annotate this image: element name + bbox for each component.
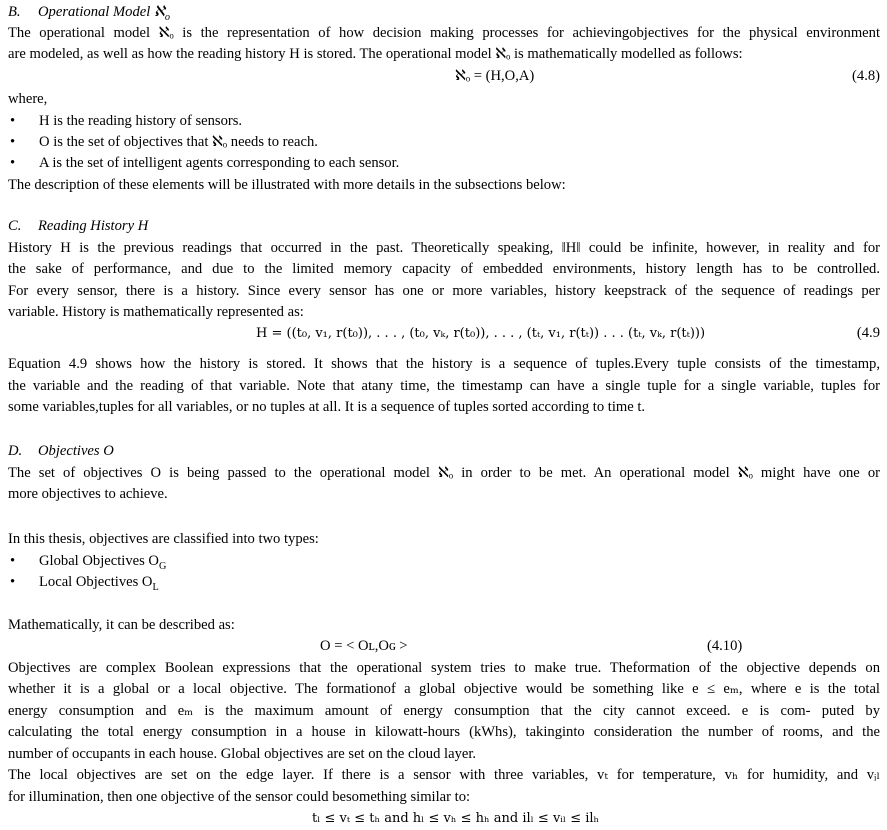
list-item-text: A is the set of intelligent agents corresponding to each sensor. bbox=[39, 155, 400, 171]
section-c-paragraph-line: variable. History is mathematically represented as: bbox=[8, 304, 304, 320]
section-c-heading bbox=[8, 216, 880, 237]
equation-number-4-8: (4.8) bbox=[852, 68, 880, 84]
bullet-icon: • bbox=[10, 134, 16, 150]
section-c-paragraph-line: the variable and the reading of that variable. Note that atany time, the timestamp can have a single tuple for a single variable, tuples for bbox=[8, 378, 880, 394]
bullet-icon: • bbox=[10, 113, 16, 129]
section-c-paragraph-line: the sake of performance, and due to the limited memory capacity of embedded environments, history length has to be controlled. bbox=[8, 261, 880, 277]
local-objective-expression: tₗ ≤ vₜ ≤ tₕ and hₗ ≤ vₕ ≤ hₕ and ilₗ ≤ vᵢₗ ≤ ilₕ bbox=[312, 811, 600, 826]
equation-4-9: H = ((t₀, v₁, r(t₀)), . . . , (t₀, vₖ, r(t₀)), . . . , (tₜ, v₁, r(tₜ)) . . . (tₜ, vₖ, r(tₜ))) bbox=[256, 326, 706, 341]
list-item-text: Local Objectives O bbox=[39, 574, 153, 590]
section-d-paragraph-line: Objectives are complex Boolean expressions that the operational system tries to make true. Theformation of the objective depends on bbox=[8, 660, 880, 676]
bullet-icon: • bbox=[10, 574, 16, 590]
section-c-title: Reading History H bbox=[38, 218, 149, 234]
section-b-paragraph-line: are modeled, as well as how the reading history H is stored. The operational model ℵₒ is mathematically modelled as follows: bbox=[8, 46, 743, 62]
list-item-text: H is the reading history of sensors. bbox=[39, 113, 243, 129]
equation-4-8: ℵₒ = (H,O,A) bbox=[455, 68, 535, 84]
list-item-text: O is the set of objectives that ℵₒ needs to reach. bbox=[39, 134, 318, 150]
bullet-icon: • bbox=[10, 553, 16, 569]
bullet-icon: • bbox=[10, 155, 16, 171]
section-c-paragraph-line: some variables,tuples for all variables, or no tuples at all. It is a sequence of tuples sorted according to time t. bbox=[8, 399, 646, 415]
section-d-paragraph-line: The set of objectives O is being passed to the operational model ℵₒ in order to be met. An operational model ℵₒ might have one or bbox=[8, 465, 880, 481]
list-item bbox=[8, 132, 880, 153]
list-item bbox=[8, 153, 880, 174]
list-item bbox=[8, 572, 880, 598]
section-d-paragraph-line: In this thesis, objectives are classified into two types: bbox=[8, 531, 319, 547]
equation-4-10: O = < Oʟ,Oɢ > bbox=[320, 638, 408, 654]
section-d-paragraph-line: for illumination, then one objective of the sensor could besomething similar to: bbox=[8, 789, 471, 805]
section-c-paragraph-line: Equation 4.9 shows how the history is stored. It shows that the history is a sequence of tuples.Every tuple consists of the timestamp, bbox=[8, 356, 880, 372]
section-d-paragraph-line: The local objectives are set on the edge layer. If there is a sensor with three variables, vₜ for temperature, vₕ for humidity, and vᵢₗ bbox=[8, 767, 880, 783]
section-c-paragraph-line: History H is the previous readings that occurred in the past. Theoretically speaking, ǁHǁ could be infinite, however, in reality and for bbox=[8, 240, 880, 256]
list-item-sub: L bbox=[152, 581, 159, 593]
section-d-paragraph-line: calculating the total energy consumption in a house in kilowatt-hours (kWhs), takinginto consideration the number of rooms, and the bbox=[8, 724, 880, 740]
section-d-heading bbox=[8, 441, 880, 462]
section-d-paragraph-line: more objectives to achieve. bbox=[8, 486, 168, 502]
section-b-title-sub: o bbox=[164, 11, 170, 23]
section-c-paragraph-line: For every sensor, there is a history. Since every sensor has one or more variables, history keepstrack of the sequence of readings per bbox=[8, 283, 880, 299]
equation-number-4-10: (4.10) bbox=[707, 638, 743, 654]
section-c-number: C. bbox=[8, 218, 22, 234]
list-item-text: Global Objectives O bbox=[39, 553, 159, 569]
list-item bbox=[8, 111, 880, 132]
equation-number-4-9: (4.9 bbox=[856, 325, 880, 341]
section-b-title: Operational Model ℵ bbox=[38, 4, 165, 20]
section-b-number: B. bbox=[8, 4, 21, 20]
section-b-paragraph-line: The operational model ℵₒ is the representation of how decision making processes for achievingobjectives for the physical environment bbox=[8, 25, 880, 41]
section-d-paragraph-line: energy consumption and eₘ is the maximum amount of energy consumption that the city cannot exceed. e is com- puted by bbox=[8, 703, 880, 719]
list-item-sub: G bbox=[158, 560, 167, 572]
section-d-paragraph-line: number of occupants in each house. Global objectives are set on the cloud layer. bbox=[8, 746, 477, 762]
section-d-number: D. bbox=[8, 443, 23, 459]
section-b-closing: The description of these elements will be illustrated with more details in the subsections below: bbox=[8, 177, 566, 193]
where-label: where, bbox=[8, 91, 48, 107]
section-d-title: Objectives O bbox=[38, 443, 114, 459]
section-d-paragraph-line: whether it is a global or a local objective. The formationof a global objective would be something like e ≤ eₘ, where e is the total bbox=[8, 681, 880, 697]
section-d-paragraph-line: Mathematically, it can be described as: bbox=[8, 617, 235, 633]
